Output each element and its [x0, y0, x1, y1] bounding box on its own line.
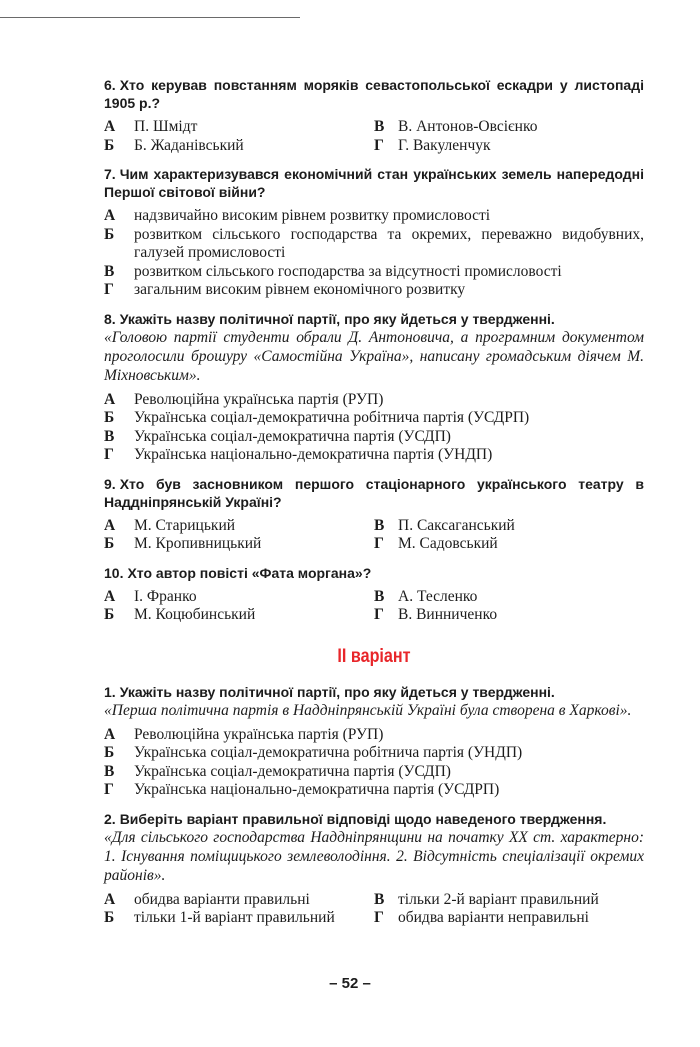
answer-option	[374, 535, 644, 554]
question-text	[104, 564, 644, 582]
answer-option	[104, 763, 644, 782]
answer-option	[104, 263, 644, 282]
answer-letter: А	[104, 516, 116, 534]
answer-letter: Г	[374, 535, 384, 552]
answer-letter: В	[374, 587, 385, 605]
question-item	[104, 683, 644, 810]
answer-text: Українська соціал-демократична робітнича партія (УСДРП)	[134, 409, 530, 426]
answer-text: М. Старицький	[134, 516, 236, 534]
question-text	[104, 683, 644, 701]
answer-text: П. Саксаганський	[398, 516, 515, 534]
question-text	[104, 475, 644, 511]
answer-letter: Г	[104, 781, 114, 798]
answer-option	[104, 909, 374, 928]
answer-text: Українська національно-демократична партія (УНДП)	[134, 446, 493, 463]
spacer	[104, 554, 644, 564]
answer-letter: Г	[374, 136, 384, 154]
answer-option	[104, 535, 374, 554]
answer-text: М. Садовський	[398, 535, 498, 552]
answer-text: Українська соціал-демократична партія (УСДП)	[134, 762, 451, 780]
answer-letter: В	[374, 890, 385, 908]
answer-text: розвитком сільського господарства за відсутності промисловості	[134, 262, 562, 280]
answer-option	[104, 891, 374, 910]
answer-text: розвитком сільського господарства та окремих, переважно видобувних, галузей промисловості	[134, 225, 644, 261]
answer-text: І. Франко	[134, 587, 197, 605]
answer-options	[104, 726, 644, 800]
question-number: 8.	[104, 310, 116, 327]
question-text	[104, 310, 644, 328]
answer-text: загальним високим рівнем економічного розвитку	[134, 281, 466, 298]
question-text	[104, 810, 644, 828]
answer-option	[374, 891, 644, 910]
answer-letter: Г	[374, 606, 384, 623]
answer-text: надзвичайно високим рівнем розвитку промисловості	[134, 207, 491, 224]
answer-letter: В	[374, 516, 385, 534]
spacer	[104, 465, 644, 475]
answer-text: тільки 1-й варіант правильний	[134, 909, 335, 926]
answer-text: М. Кропивницький	[134, 535, 262, 552]
question-label: Хто керував повстанням моряків севастопольської ескадри у листопаді 1905 р.?	[104, 77, 644, 111]
answer-letter: Б	[104, 225, 115, 243]
answer-letter: Г	[104, 281, 114, 298]
top-rule	[0, 17, 300, 18]
question-item	[104, 475, 644, 564]
answer-text: тільки 2-й варіант правильний	[398, 890, 599, 908]
answer-text: Революційна українська партія (РУП)	[134, 725, 384, 743]
answer-option	[104, 137, 374, 156]
question-label: Хто автор повісті «Фата моргана»?	[127, 564, 372, 581]
answer-option	[374, 517, 644, 536]
answer-option	[104, 226, 644, 263]
answer-text: В. Винниченко	[398, 606, 498, 623]
answer-text: Українська соціал-демократична партія (УСДП)	[134, 427, 451, 445]
answer-option	[104, 281, 644, 300]
answer-letter: Б	[104, 535, 115, 552]
answer-letter: А	[104, 587, 116, 605]
answer-option	[374, 588, 644, 607]
answer-options	[104, 517, 644, 554]
question-item	[104, 810, 644, 928]
question-label: Чим характеризувався економічний стан українських земель напередодні Першої світової війни?	[104, 166, 644, 200]
answer-option	[104, 588, 374, 607]
answer-option	[104, 606, 374, 625]
question-item	[104, 310, 644, 475]
answer-letter: Г	[104, 446, 114, 463]
question-quote: «Головою партії студенти обрали Д. Антоновича, а програмним документом проголосили брошуру «Самостійна Україна», написану громадським діячем М. Міхновським».	[104, 328, 644, 384]
question-number: 7.	[104, 166, 116, 182]
variant-heading: ІІ варіант	[337, 645, 411, 667]
answer-letter: А	[104, 890, 116, 908]
answer-option	[104, 781, 644, 800]
answer-letter: В	[374, 118, 385, 135]
answer-option	[104, 744, 644, 763]
question-number: 10.	[104, 564, 124, 581]
answer-letter: В	[104, 427, 115, 445]
answer-text: М. Коцюбинський	[134, 606, 256, 623]
spacer	[104, 800, 644, 810]
answer-option	[104, 726, 644, 745]
question-quote: «Для сільського господарства Наддніпрянщини на початку ХХ ст. характерно: 1. Існування поміщицького землеволодіння. 2. Відсутність спеціалізації окремих районів».	[104, 828, 644, 884]
answer-letter: Г	[374, 909, 384, 926]
page-number: – 52 –	[329, 975, 371, 992]
question-text	[104, 165, 644, 201]
question-label: Виберіть варіант правильної відповіді щодо наведеного твердження.	[119, 810, 607, 827]
answer-option	[374, 606, 644, 625]
question-item	[104, 165, 644, 310]
answer-option	[104, 391, 644, 410]
answer-letter: Б	[104, 606, 115, 623]
answer-text: В. Антонов-Овсієнко	[398, 118, 538, 135]
answer-letter: Б	[104, 744, 115, 761]
answer-letter: Б	[104, 909, 115, 926]
question-label: Укажіть назву політичної партії, про яку йдеться у твердженні.	[119, 310, 555, 327]
spacer	[104, 300, 644, 310]
answer-letter: А	[104, 118, 116, 135]
answer-option	[374, 137, 644, 156]
answer-letter: А	[104, 725, 116, 743]
answer-text: обидва варіанти неправильні	[398, 909, 589, 926]
answer-letter: В	[104, 762, 115, 780]
question-text	[104, 76, 644, 112]
answer-option	[374, 118, 644, 137]
answer-text: Українська національно-демократична партія (УСДРП)	[134, 781, 500, 798]
answer-option	[104, 207, 644, 226]
question-label: Хто був засновником першого стаціонарного українського театру в Наддніпрянській Україні?	[104, 475, 644, 510]
answer-text: Українська соціал-демократична робітнича партія (УНДП)	[134, 744, 523, 761]
answer-option	[104, 118, 374, 137]
question-number: 2.	[104, 810, 116, 827]
answer-option	[104, 428, 644, 447]
answer-letter: В	[104, 262, 115, 280]
question-number: 9.	[104, 475, 116, 492]
question-number: 6.	[104, 77, 116, 93]
spacer	[104, 155, 644, 165]
answer-options	[104, 391, 644, 465]
question-label: Укажіть назву політичної партії, про яку йдеться у твердженні.	[119, 683, 555, 700]
question-item	[104, 564, 644, 625]
question-item	[104, 76, 644, 165]
answer-text: А. Тесленко	[398, 587, 478, 605]
answer-text: П. Шмідт	[134, 118, 198, 135]
answer-text: обидва варіанти правильні	[134, 890, 310, 908]
answer-option	[104, 517, 374, 536]
answer-text: Г. Вакуленчук	[398, 136, 491, 154]
variant-1-questions	[104, 76, 644, 625]
answer-options	[104, 588, 644, 625]
answer-option	[374, 909, 644, 928]
answer-option	[104, 446, 644, 465]
answer-letter: Б	[104, 409, 115, 426]
question-number: 1.	[104, 683, 116, 700]
page-content	[104, 76, 644, 928]
answer-text: Б. Жаданівський	[134, 136, 244, 154]
answer-letter: Б	[104, 136, 115, 154]
answer-options	[104, 207, 644, 300]
variant-2-questions	[104, 683, 644, 928]
answer-letter: А	[104, 390, 116, 408]
answer-text: Революційна українська партія (РУП)	[134, 390, 384, 408]
answer-options	[104, 891, 644, 928]
answer-option	[104, 409, 644, 428]
answer-letter: А	[104, 207, 116, 224]
question-quote: «Перша політична партія в Наддніпрянській Україні була створена в Харкові».	[104, 701, 632, 719]
answer-options	[104, 118, 644, 155]
